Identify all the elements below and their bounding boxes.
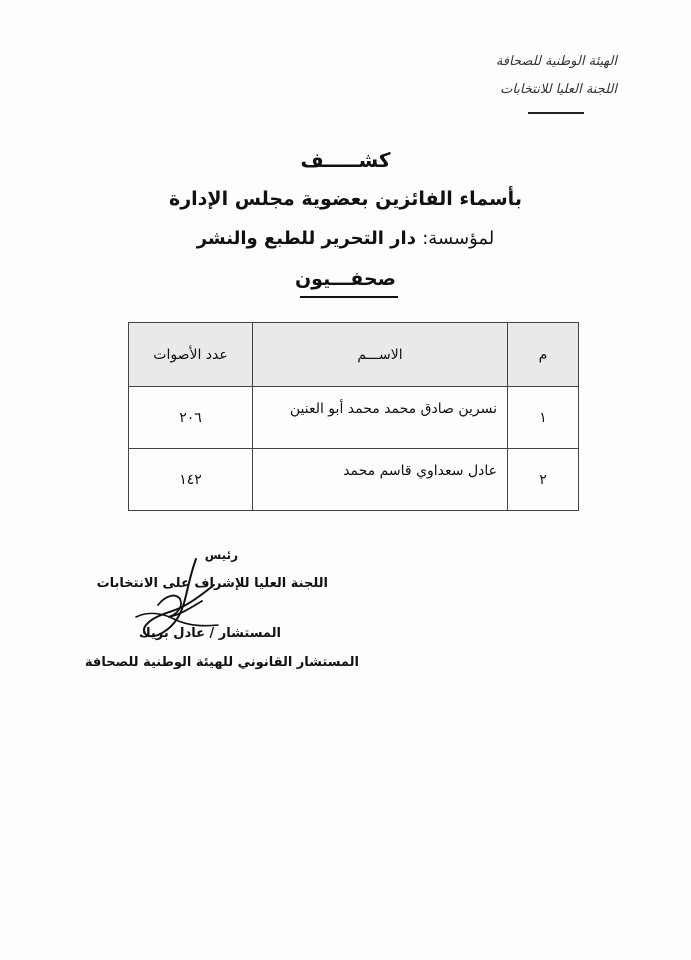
row-votes: ٢٠٦ bbox=[129, 387, 253, 449]
handwritten-signature bbox=[118, 555, 228, 645]
header-org-name: الهيئة الوطنية للصحافة bbox=[495, 54, 617, 69]
header-votes: عدد الأصوات bbox=[129, 323, 253, 387]
table-row bbox=[129, 387, 579, 449]
header-underline bbox=[528, 112, 584, 114]
category-underline bbox=[300, 296, 398, 298]
header-num: م bbox=[508, 323, 579, 387]
document-title: كشـــــف bbox=[300, 148, 391, 172]
organization-label: لمؤسسة: bbox=[422, 228, 495, 249]
organization-line bbox=[0, 228, 691, 249]
row-name: نسرين صادق محمد محمد أبو العنين bbox=[253, 387, 508, 449]
row-num: ٢ bbox=[508, 449, 579, 511]
signature-committee: اللجنة العليا للإشراف على الانتخابات bbox=[96, 576, 328, 591]
organization-name: دار التحرير للطبع والنشر bbox=[196, 228, 416, 249]
row-votes: ١٤٢ bbox=[129, 449, 253, 511]
signature-name: المستشار / عادل بريك bbox=[138, 626, 281, 641]
header-name: الاســـم bbox=[253, 323, 508, 387]
table-header-row bbox=[129, 323, 579, 387]
signature-position: المستشار القانوني للهيئة الوطنية للصحافة bbox=[84, 655, 359, 670]
category-title: صحفـــيون bbox=[294, 268, 397, 290]
document-subtitle: بأسماء الفائزين بعضوية مجلس الإدارة bbox=[169, 188, 522, 210]
results-table bbox=[128, 322, 579, 511]
table-row bbox=[129, 449, 579, 511]
signature-title: رئيس bbox=[204, 548, 238, 562]
row-num: ١ bbox=[508, 387, 579, 449]
header-committee-name: اللجنة العليا للانتخابات bbox=[500, 82, 617, 97]
row-name: عادل سعداوي قاسم محمد bbox=[253, 449, 508, 511]
